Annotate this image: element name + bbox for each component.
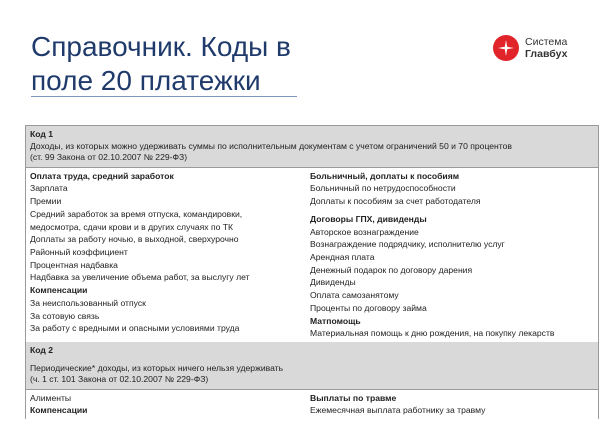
list-item: Материальная помощь к дню рождения, на покупку лекарств [310, 328, 555, 339]
list-item: Арендная плата [310, 252, 375, 262]
list-item: Доплаты за работу ночью, в выходной, сверхурочно [30, 234, 239, 245]
section-heading: Выплаты по травме [310, 392, 397, 403]
list-item: Дивиденды [310, 277, 356, 288]
page-title [31, 30, 331, 98]
section-heading: Компенсации [30, 405, 88, 416]
code1-body [26, 168, 598, 342]
list-item: Алименты [30, 392, 72, 403]
section-heading: Компенсации [30, 285, 88, 296]
codes-table [25, 125, 599, 419]
list-item: За работу с вредными и опасными условиями труда [30, 323, 240, 334]
code1-description: Доходы, из которых можно удерживать суммы по исполнительным документам с учетом ограничений 50 и 70 процентов [30, 140, 512, 151]
code2-body [26, 390, 598, 419]
list-item: За сотовую связь [30, 310, 100, 321]
logo-text-system: Система [525, 36, 568, 48]
list-item: Процентная надбавка [30, 259, 118, 270]
code1-law-reference: (ст. 99 Закона от 02.10.2007 № 229-ФЗ) [30, 152, 188, 163]
logo-star-icon [493, 35, 519, 61]
code2-law-reference: (ч. 1 ст. 101 Закона от 02.10.2007 № 229-ФЗ) [30, 374, 209, 385]
section-heading: Договоры ГПХ, дивиденды [310, 213, 427, 224]
list-item: Авторское вознаграждение [310, 226, 419, 237]
list-item: Денежный подарок по договору дарения [310, 264, 473, 275]
list-item: Премии [30, 196, 62, 207]
code1-header [26, 126, 598, 168]
code1-right-column [310, 170, 594, 340]
page-title-line2: поле 20 платежки [31, 65, 261, 96]
code2-right-column [310, 392, 594, 417]
list-item: За неиспользованный отпуск [30, 297, 146, 308]
code1-left-column [30, 170, 310, 340]
code2-left-column [30, 392, 310, 417]
code2-header [26, 342, 598, 390]
list-item: Ежемесячная выплата работнику за травму [310, 405, 486, 416]
section-heading: Матпомощь [310, 315, 361, 326]
section-heading: Больничный, доплаты к пособиям [310, 170, 460, 181]
list-item: Доплаты к пособиям за счет работодателя [310, 196, 481, 207]
list-item: Зарплата [30, 183, 68, 194]
page-title-line1: Справочник. Коды в [31, 31, 291, 62]
list-item: медосмотра, сдачи крови и в других случаях по ТК [30, 221, 234, 232]
logo [493, 33, 583, 69]
section-heading: Оплата труда, средний заработок [30, 170, 174, 181]
list-item: Проценты по договору займа [310, 302, 427, 313]
logo-text-glavbuh: Главбух [525, 48, 568, 60]
list-item: Больничный по нетрудоспособности [310, 183, 456, 194]
code1-label: Код 1 [30, 129, 54, 139]
list-item: Надбавка за увеличение объема работ, за выслугу лет [30, 272, 250, 283]
list-item: Средний заработок за время отпуска, командировки, [30, 208, 243, 219]
title-underline [31, 96, 297, 97]
list-item: Районный коэффициент [30, 247, 128, 257]
code2-description: Периодические* доходы, из которых ничего нельзя удерживать [30, 362, 284, 373]
list-item: Вознаграждение подрядчику, исполнителю услуг [310, 239, 505, 250]
list-item: Оплата самозанятому [310, 290, 399, 301]
code2-label: Код 2 [30, 344, 54, 355]
